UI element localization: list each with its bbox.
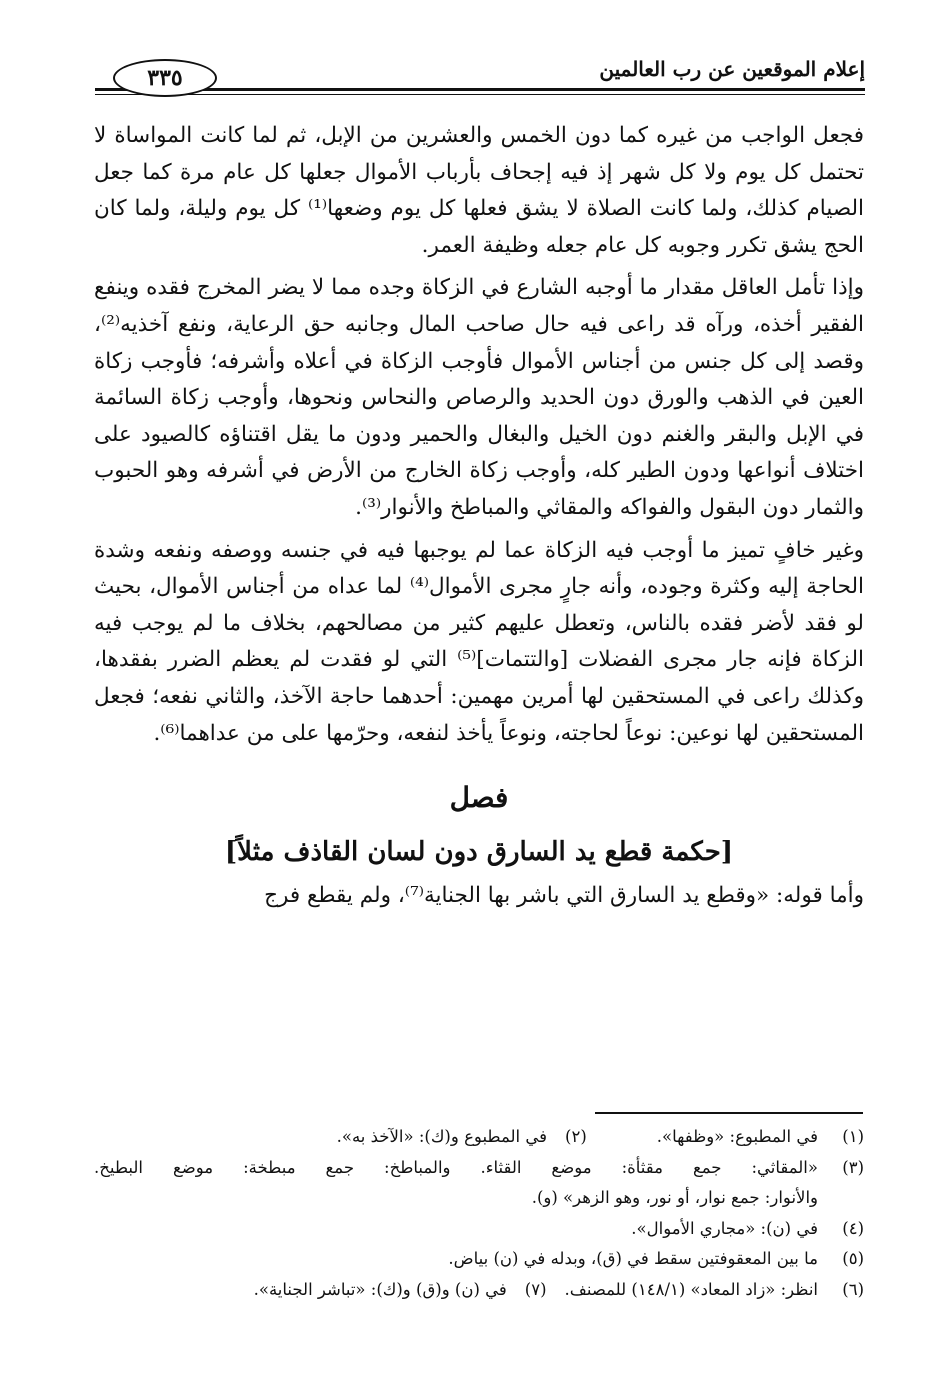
footnote-number: (١) (842, 1127, 864, 1146)
book-title: إعلام الموقعين عن رب العالمين (599, 57, 865, 81)
paragraph-1: فجعل الواجب من غيره كما دون الخمس والعشرين من الإبل، ثم لما كانت المواساة لا تحتمل كل يوم ولا كل شهر إذ فيه إجحاف بأرباب الأموال جعلها كل عام مرة كما جعل الصيام كذلك، ولما كانت الصلاة لا يشق فعلها كل يوم وضعها⁽¹⁾ كل يوم وليلة، ولما كان الحج يشق تكرر وجوبه كل عام جعله وظيفة العمر. (94, 123, 864, 258)
footnote-text: ما بين المعقوفتين سقط في (ق)، وبدله في (ن) بياض. (448, 1249, 818, 1268)
footnote-indent (818, 1183, 864, 1214)
footnote-gap (507, 1275, 525, 1306)
footnote-row-6 (94, 1275, 864, 1306)
footnote-number: (٦) (842, 1279, 864, 1299)
footnote-number: (٥) (842, 1249, 864, 1268)
footnote-text: في (ن) و(ق) و(ك): «تباشر الجناية». (253, 1279, 507, 1299)
footnote-separator (595, 1112, 863, 1114)
page-number-badge (113, 59, 217, 97)
footnote-row-3-continued (94, 1183, 864, 1214)
footnote-number: (٤) (842, 1218, 864, 1238)
page-header (95, 55, 865, 105)
footnote-text: «المقاثي: جمع مقثأة: موضع القثاء. والمباطخ: جمع مبطخة: موضع البطيخ. (94, 1157, 818, 1177)
footnote-row-3 (94, 1153, 864, 1184)
header-rule-thin (95, 94, 865, 95)
header-rule-thick (95, 88, 865, 91)
footnote-number: (٣) (842, 1157, 864, 1177)
footnote-gap (547, 1275, 565, 1306)
section-heading: [حكمة قطع يد السارق دون لسان القاذف مثلاً] (224, 837, 734, 868)
footnote-row-5 (94, 1244, 864, 1275)
footnote-text: في (ن): «مجاري الأموال». (631, 1218, 818, 1238)
closing-line: وأما قوله: «وقطع يد السارق التي باشر بها الجناية⁽⁷⁾، ولم يقطع فرج (264, 883, 864, 909)
footnote-text: في المطبوع و(ك): «الآخذ به». (336, 1127, 547, 1146)
page-number: ٣٣٥ (147, 65, 183, 91)
main-text (94, 118, 864, 915)
footnote-text: والأنوار: جمع نوار، أو نور، وهو الزهر» (و). (531, 1188, 818, 1207)
paragraph-2: وإذا تأمل العاقل مقدار ما أوجبه الشارع في الزكاة وجده مما لا يضر المخرج فقده وينفع الفقير أخذه، ورآه قد راعى فيه حال صاحب المال وجانبه حق الرعاية، ونفع آخذيه⁽²⁾، وقصد إلى كل جنس من أجناس الأموال فأوجب الزكاة في أعلاه وأشرفه؛ فأوجب زكاة العين في الذهب والورق دون الحديد والرصاص والنحاس ونحوها، وأوجب زكاة السائمة في الإبل والبقر والغنم دون الخيل والبغال والحمير ودون ما يقل اقتناؤه كالصيود على اختلاف أنواعها ودون الطير كله، وأوجب زكاة الخارج من الأرض في أشرفه وهو الحبوب والثمار دون البقول والفواكه والمقاثي والمباطخ والأنوار⁽³⁾. (94, 275, 864, 520)
footnote-text: في المطبوع: «وظفها». (656, 1127, 818, 1146)
footnote-row-4 (94, 1214, 864, 1245)
footnote-number: (٧) (524, 1279, 547, 1299)
footnote-gap (547, 1122, 565, 1153)
paragraph-3: وغير خافٍ تميز ما أوجب فيه الزكاة عما لم يوجبها فيه في جنسه ووصفه ونفعه وشدة الحاجة إليه وكثرة وجوده، وأنه جارٍ مجرى الأموال⁽⁴⁾ لما عداه من أجناس الأموال، بحيث لو فقد لأضر فقده بالناس، وتعطل عليهم كثير من مصالحهم، بخلاف ما لم يوجب فيه الزكاة فإنه جار مجرى الفضلات [والتتمات]⁽⁵⁾ التي لو فقدت لم يعظم الضرر بفقدها، وكذلك راعى في المستحقين لها أمرين مهمين: أحدهما حاجة الآخذ، والثاني نفعه؛ فجعل المستحقين لها نوعين: نوعاً لحاجته، ونوعاً يأخذ لنفعه، وحرّمها على من عداهما⁽⁶⁾. (94, 537, 865, 746)
footnote-text: انظر: «زاد المعاد» (١٤٨/١) للمصنف. (564, 1279, 818, 1299)
footnote-row-1 (94, 1122, 864, 1153)
footnote-number: (٢) (565, 1127, 587, 1146)
section-word: فصل (449, 781, 509, 815)
footnote-gap (587, 1122, 657, 1153)
footnotes (94, 1122, 864, 1305)
